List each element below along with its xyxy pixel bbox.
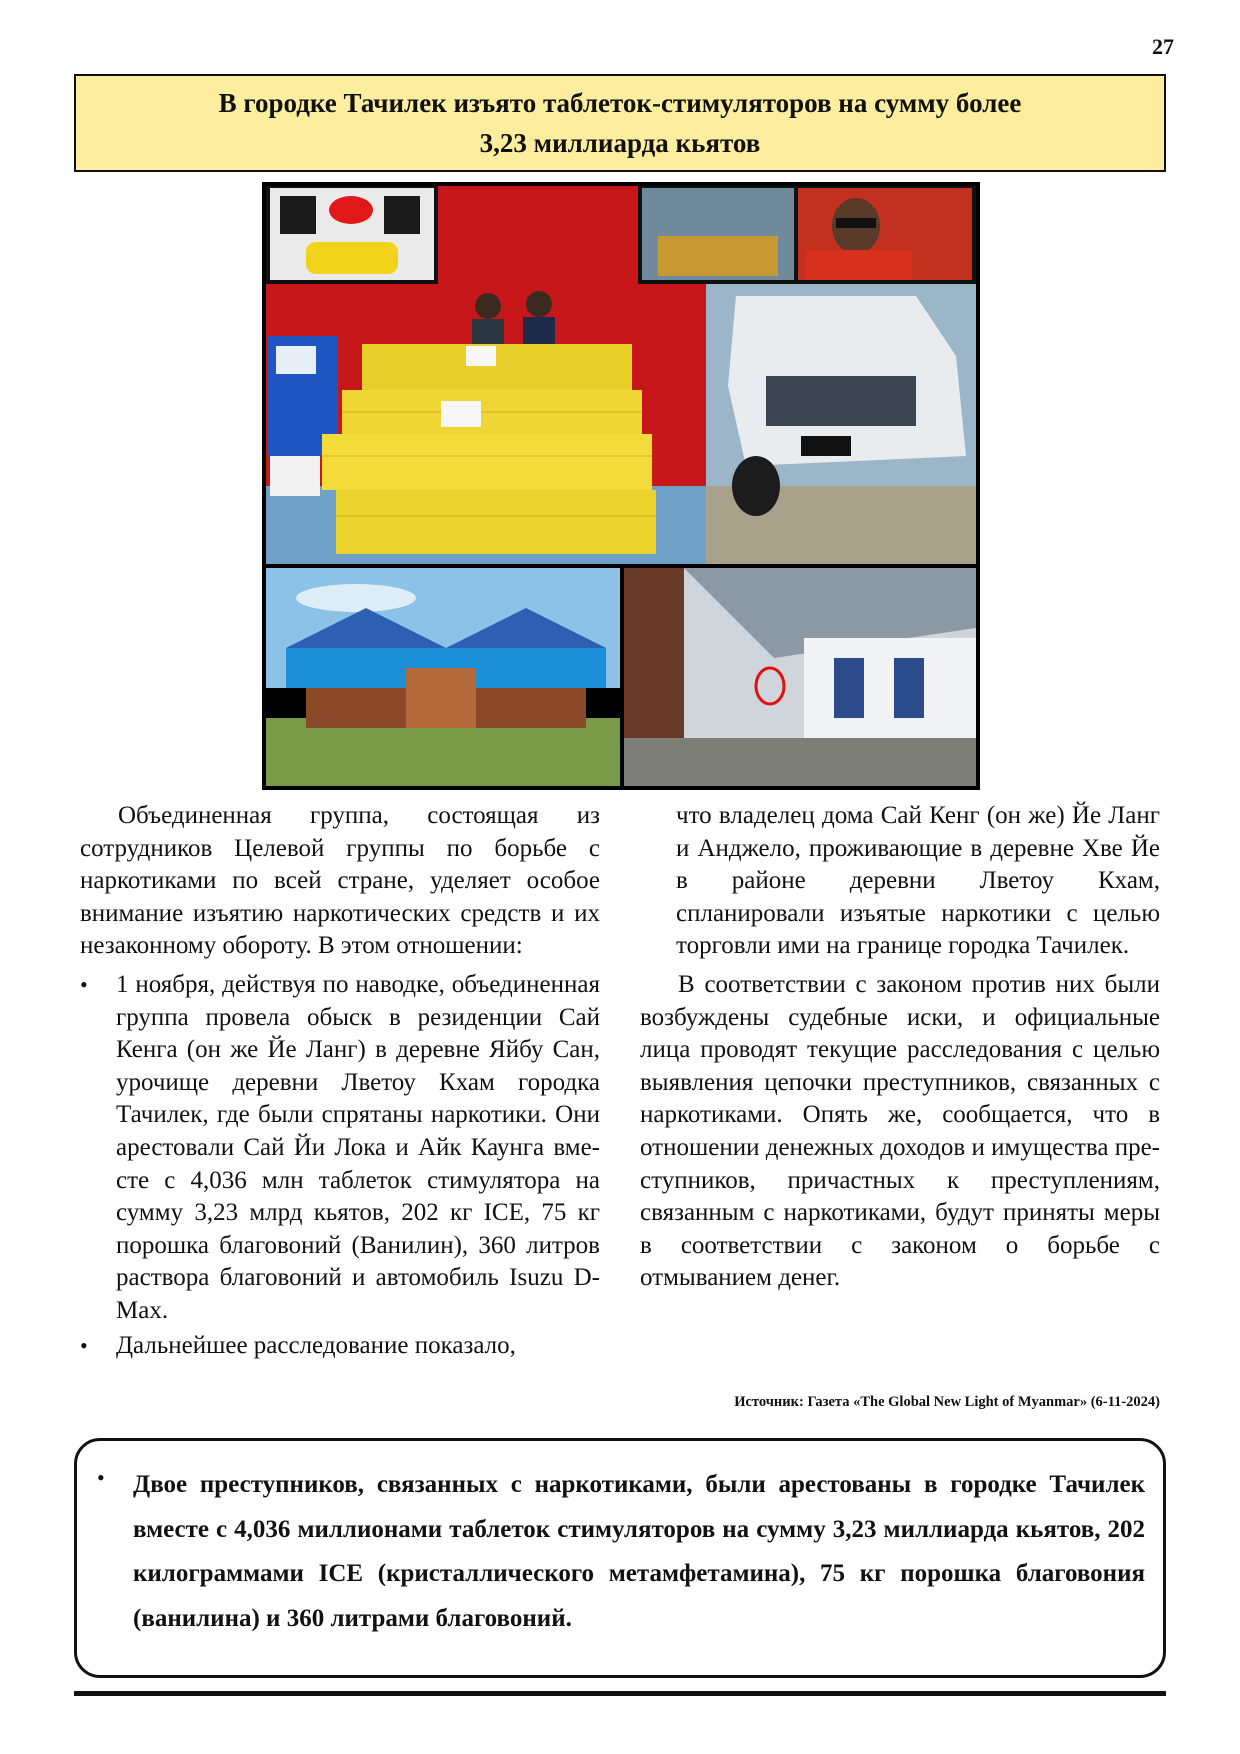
continuation-paragraph: что владелец дома Сай Кенг (он же) Йе Ланг и Анджело, проживающие в деревне Хве Йе в районе деревни Лветоу Кхам, спланировали изъятые наркотики с целью торговли ими на границе городка Тачилек. <box>676 802 1160 960</box>
photo-collage <box>262 182 980 790</box>
seized-drugs-photo <box>266 186 976 564</box>
legal-paragraph: В соответствии с законом против них были возбуждены судебные иски, и официальные лица проводят текущие расследования с целью выявления цепочки преступников, связанных с наркотиками. Опять же, сообщается, что в отношении денежных доходов и имущества преступников, причастных к преступлениям, связанным с наркотиками, будут приняты меры в соответствии с законом о борьбе с отмыванием денег. <box>640 970 1160 1292</box>
right-column <box>640 800 1160 1295</box>
house-photo <box>266 568 620 786</box>
page-number: 27 <box>1152 34 1174 59</box>
headline-line-1: В городке Тачилек изъято таблеток-стимуляторов на сумму более <box>218 88 1022 118</box>
bottom-rule <box>74 1691 1166 1696</box>
intro-paragraph: Объединенная группа, состоящая из сотрудников Целевой группы по борьбе с наркотиками по всей стране, уделяет особое внимание изъятию наркотических средств и их незаконному обороту. В этом отношении: <box>80 802 600 960</box>
summary-text: Двое преступников, связанных с наркотиками, были арестованы в городке Тачилек вместе с 4,036 миллионами таблеток стимуляторов на сумму 3,23 миллиарда кьятов, 202 килограммами ICE (кристаллического метамфетамина), 75 кг порошка благовония (ванилина) и 360 литрами благовоний. <box>133 1471 1145 1632</box>
summary-bullet: • <box>97 1465 105 1490</box>
courtyard-photo <box>624 568 976 786</box>
source-line: Источник: Газета «The Global New Light of Myanmar» (6-11-2024) <box>734 1394 1160 1410</box>
summary-box <box>74 1438 1166 1678</box>
headline-line-2: 3,23 миллиарда кьятов <box>479 128 761 158</box>
bullet-item-1: • 1 ноября, действуя по наводке, объединенная группа провела обыск в резиденции Сай Кенга (он же Йе Ланг) в деревне Яйбу Сан, урочище деревни Лветоу Кхам городка Тачилек, где были спрятаны наркотики. Они арестовали Сай Йи Лока и Айк Каунга вместе с 4,036 млн таблеток стимулятора на сумму 3,23 млрд кьятов, 202 кг ICE, 75 кг порошка благовоний (Ванилин), 360 литров раствора благовоний и автомобиль Isuzu D-Max. <box>80 969 600 1328</box>
left-column <box>80 800 600 1362</box>
headline-box <box>74 74 1166 172</box>
bullet-item-2: • Дальнейшее расследование показало, <box>80 1330 600 1363</box>
bullet-list <box>80 969 600 1362</box>
